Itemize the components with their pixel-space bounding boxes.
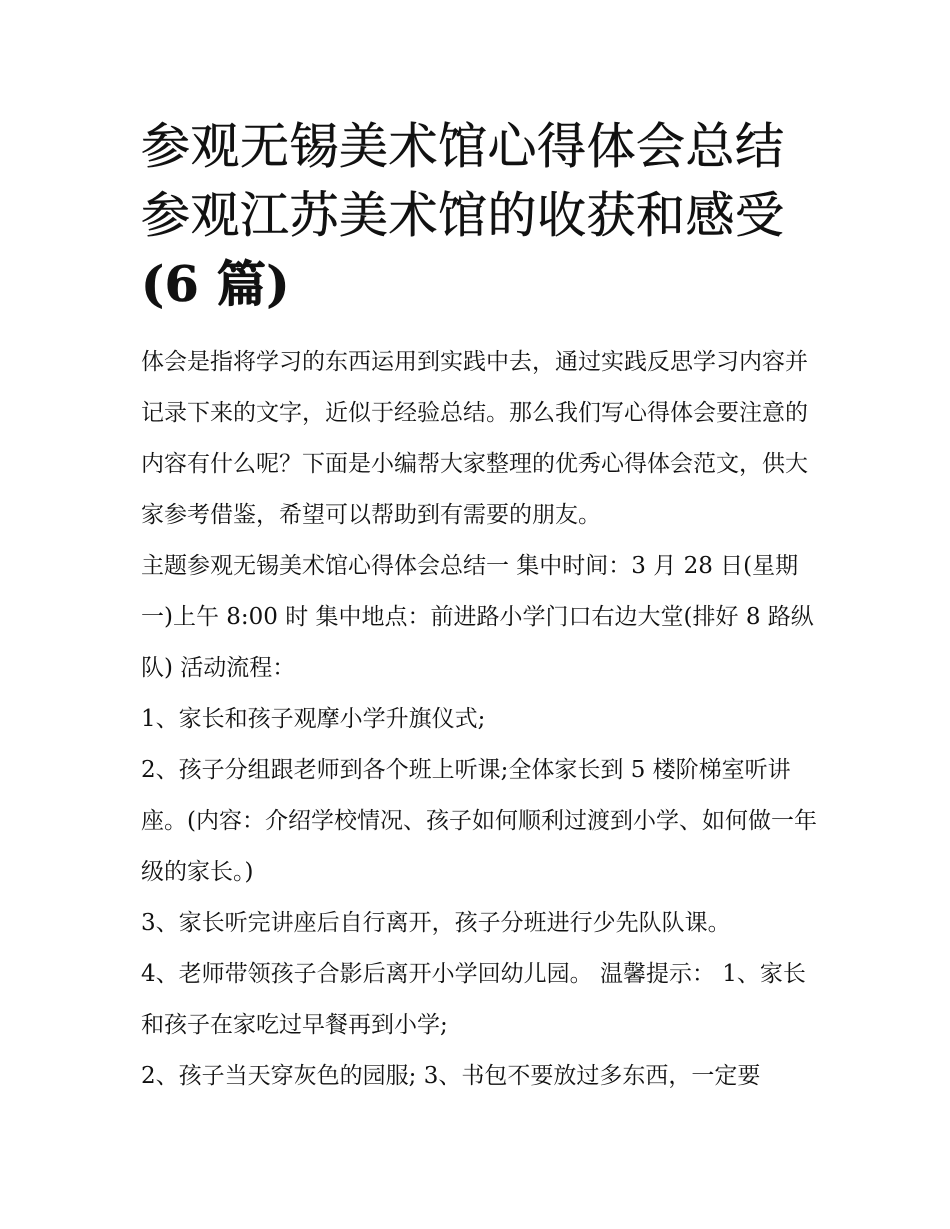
- document-page: [141, 112, 821, 1102]
- step-3-paragraph: 3、家长听完讲座后自行离开，孩子分班进行少先队队课。: [141, 910, 731, 936]
- title-line-1: 参观无锡美术馆心得体会总结: [141, 118, 785, 175]
- title-line-2: 参观江苏美术馆的收获和感受: [141, 187, 785, 244]
- document-body: [141, 337, 821, 1102]
- step-4-paragraph: 4、老师带领孩子合影后离开小学回幼儿园。 温馨提示： 1、家长和孩子在家吃过早餐再到小学;: [141, 961, 806, 1038]
- step-1-paragraph: 1、家长和孩子观摩小学升旗仪式;: [141, 706, 486, 732]
- intro-paragraph: 体会是指将学习的东西运用到实践中去，通过实践反思学习内容并记录下来的文字，近似于经验总结。那么我们写心得体会要注意的内容有什么呢？下面是小编帮大家整理的优秀心得体会范文，供大家参考借鉴，希望可以帮助到有需要的朋友。: [141, 349, 808, 528]
- schedule-paragraph: 主题参观无锡美术馆心得体会总结一 集中时间：3 月 28 日(星期一)上午 8:00 时 集中地点：前进路小学门口右边大堂(排好 8 路纵队) 活动流程：: [141, 553, 814, 681]
- document-title: [141, 112, 821, 319]
- step-2-paragraph: 2、孩子分组跟老师到各个班上听课;全体家长到 5 楼阶梯室听讲座。(内容：介绍学校情况、孩子如何顺利过渡到小学、如何做一年级的家长。): [141, 757, 817, 885]
- tips-paragraph: 2、孩子当天穿灰色的园服; 3、书包不要放过多东西，一定要: [141, 1063, 761, 1089]
- title-line-3: (6 篇): [141, 255, 291, 313]
